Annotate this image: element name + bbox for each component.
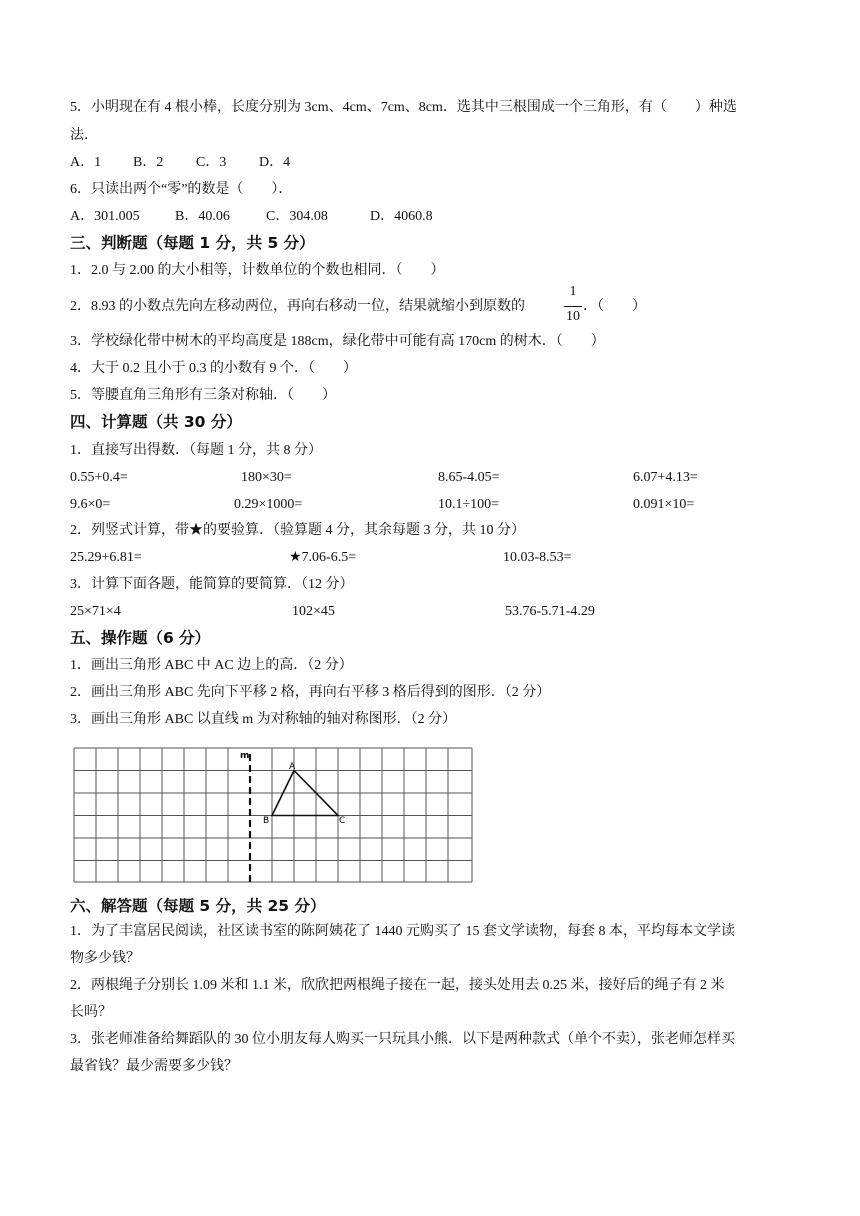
s4-r4-c3: 53.76-5.71-4.29 (505, 604, 595, 619)
s4-r2-c2: 0.29×1000= (234, 497, 303, 512)
q6-option-d: D．4060.8 (370, 209, 433, 224)
q5-line1: 5．小明现在有 4 根小棒，长度分别为 3cm、4cm、7cm、8cm．选其中三根围成一个三角形，有（ ）种选 (70, 100, 737, 115)
s6-q1-line2: 物多少钱？ (70, 951, 140, 966)
s4-r1-c4: 6.07+4.13= (633, 470, 698, 485)
fraction-denominator: 10 (566, 309, 580, 324)
section3-title: 三、判断题（每题 1 分，共 5 分） (70, 234, 315, 252)
s4-sub2: 2．列竖式计算，带★的要验算．（验算题 4 分，其余每题 3 分，共 10 分） (70, 523, 525, 538)
s6-q1-line1: 1．为了丰富居民阅读，社区读书室的陈阿姨花了 1440 元购买了 15 套文学读物，每套 8 本，平均每本文学读 (70, 924, 735, 939)
s4-r4-c1: 25×71×4 (70, 604, 121, 619)
s3-item4: 4．大于 0.2 且小于 0.3 的小数有 9 个．（ ） (70, 361, 357, 376)
s4-r1-c3: 8.65-4.05= (438, 470, 500, 485)
s3-item5: 5．等腰直角三角形有三条对称轴．（ ） (70, 388, 336, 403)
s4-r3-c2: ★7.06-6.5= (289, 550, 357, 565)
label-c: C (339, 816, 346, 826)
s6-q3-line2: 最省钱？最少需要多少钱？ (70, 1059, 238, 1074)
label-b: B (263, 816, 270, 826)
s4-r2-c1: 9.6×0= (70, 497, 111, 512)
s4-r3-c3: 10.03-8.53= (503, 550, 572, 565)
fraction-numerator: 1 (569, 284, 577, 299)
s3-item3: 3．学校绿化带中树木的平均高度是 188cm，绿化带中可能有高 170cm 的树木．（ ） (70, 334, 605, 349)
s3-item2: 2．8.93 的小数点先向左移动两位，再向右移动一位，结果就缩小到原数的 (70, 299, 525, 314)
q6-option-c: C．304.08 (266, 209, 328, 224)
s4-sub3: 3．计算下面各题，能简算的要简算．（12 分） (70, 577, 354, 592)
section6-title: 六、解答题（每题 5 分，共 25 分） (70, 897, 326, 915)
q6-text: 6．只读出两个“零”的数是（ ）． (70, 182, 293, 197)
q6-option-b: B．40.06 (175, 209, 230, 224)
fraction-bar (564, 306, 582, 307)
s4-r4-c2: 102×45 (292, 604, 335, 619)
triangle-grid-figure (72, 746, 474, 884)
s6-q3-line1: 3．张老师准备给舞蹈队的 30 位小朋友每人购买一只玩具小熊．以下是两种款式（单个不卖），张老师怎样买 (70, 1032, 735, 1047)
s5-item1: 1．画出三角形 ABC 中 AC 边上的高．（2 分） (70, 658, 353, 673)
q5-line2: 法． (70, 128, 98, 143)
q5-option-a: A．1 (70, 155, 102, 170)
s4-r3-c1: 25.29+6.81= (70, 550, 142, 565)
label-m: m (240, 751, 250, 761)
label-a: A (289, 762, 296, 772)
s5-item3: 3．画出三角形 ABC 以直线 m 为对称轴的轴对称图形．（2 分） (70, 712, 457, 727)
q5-option-c: C．3 (196, 155, 227, 170)
q5-option-b: B．2 (133, 155, 164, 170)
s4-sub1: 1．直接写出得数．（每题 1 分，共 8 分） (70, 443, 322, 458)
q6-option-a: A．301.005 (70, 209, 140, 224)
s3-item1: 1．2.0 与 2.00 的大小相等，计数单位的个数也相同．（ ） (70, 263, 445, 278)
s5-item2: 2．画出三角形 ABC 先向下平移 2 格，再向右平移 3 格后得到的图形．（2 分） (70, 685, 551, 700)
s6-q2-line2: 长吗？ (70, 1005, 112, 1020)
s4-r2-c4: 0.091×10= (633, 497, 695, 512)
q5-option-d: D．4 (259, 155, 291, 170)
s6-q2-line1: 2．两根绳子分别长 1.09 米和 1.1 米，欣欣把两根绳子接在一起，接头处用去 0.25 米，接好后的绳子有 2 米 (70, 978, 725, 993)
s4-r1-c1: 0.55+0.4= (70, 470, 128, 485)
s3-item2-tail: ．（ ） (583, 299, 646, 314)
s4-r2-c3: 10.1÷100= (438, 497, 500, 512)
section4-title: 四、计算题（共 30 分） (70, 413, 242, 431)
s4-r1-c2: 180×30= (241, 470, 292, 485)
section5-title: 五、操作题（6 分） (70, 629, 211, 647)
